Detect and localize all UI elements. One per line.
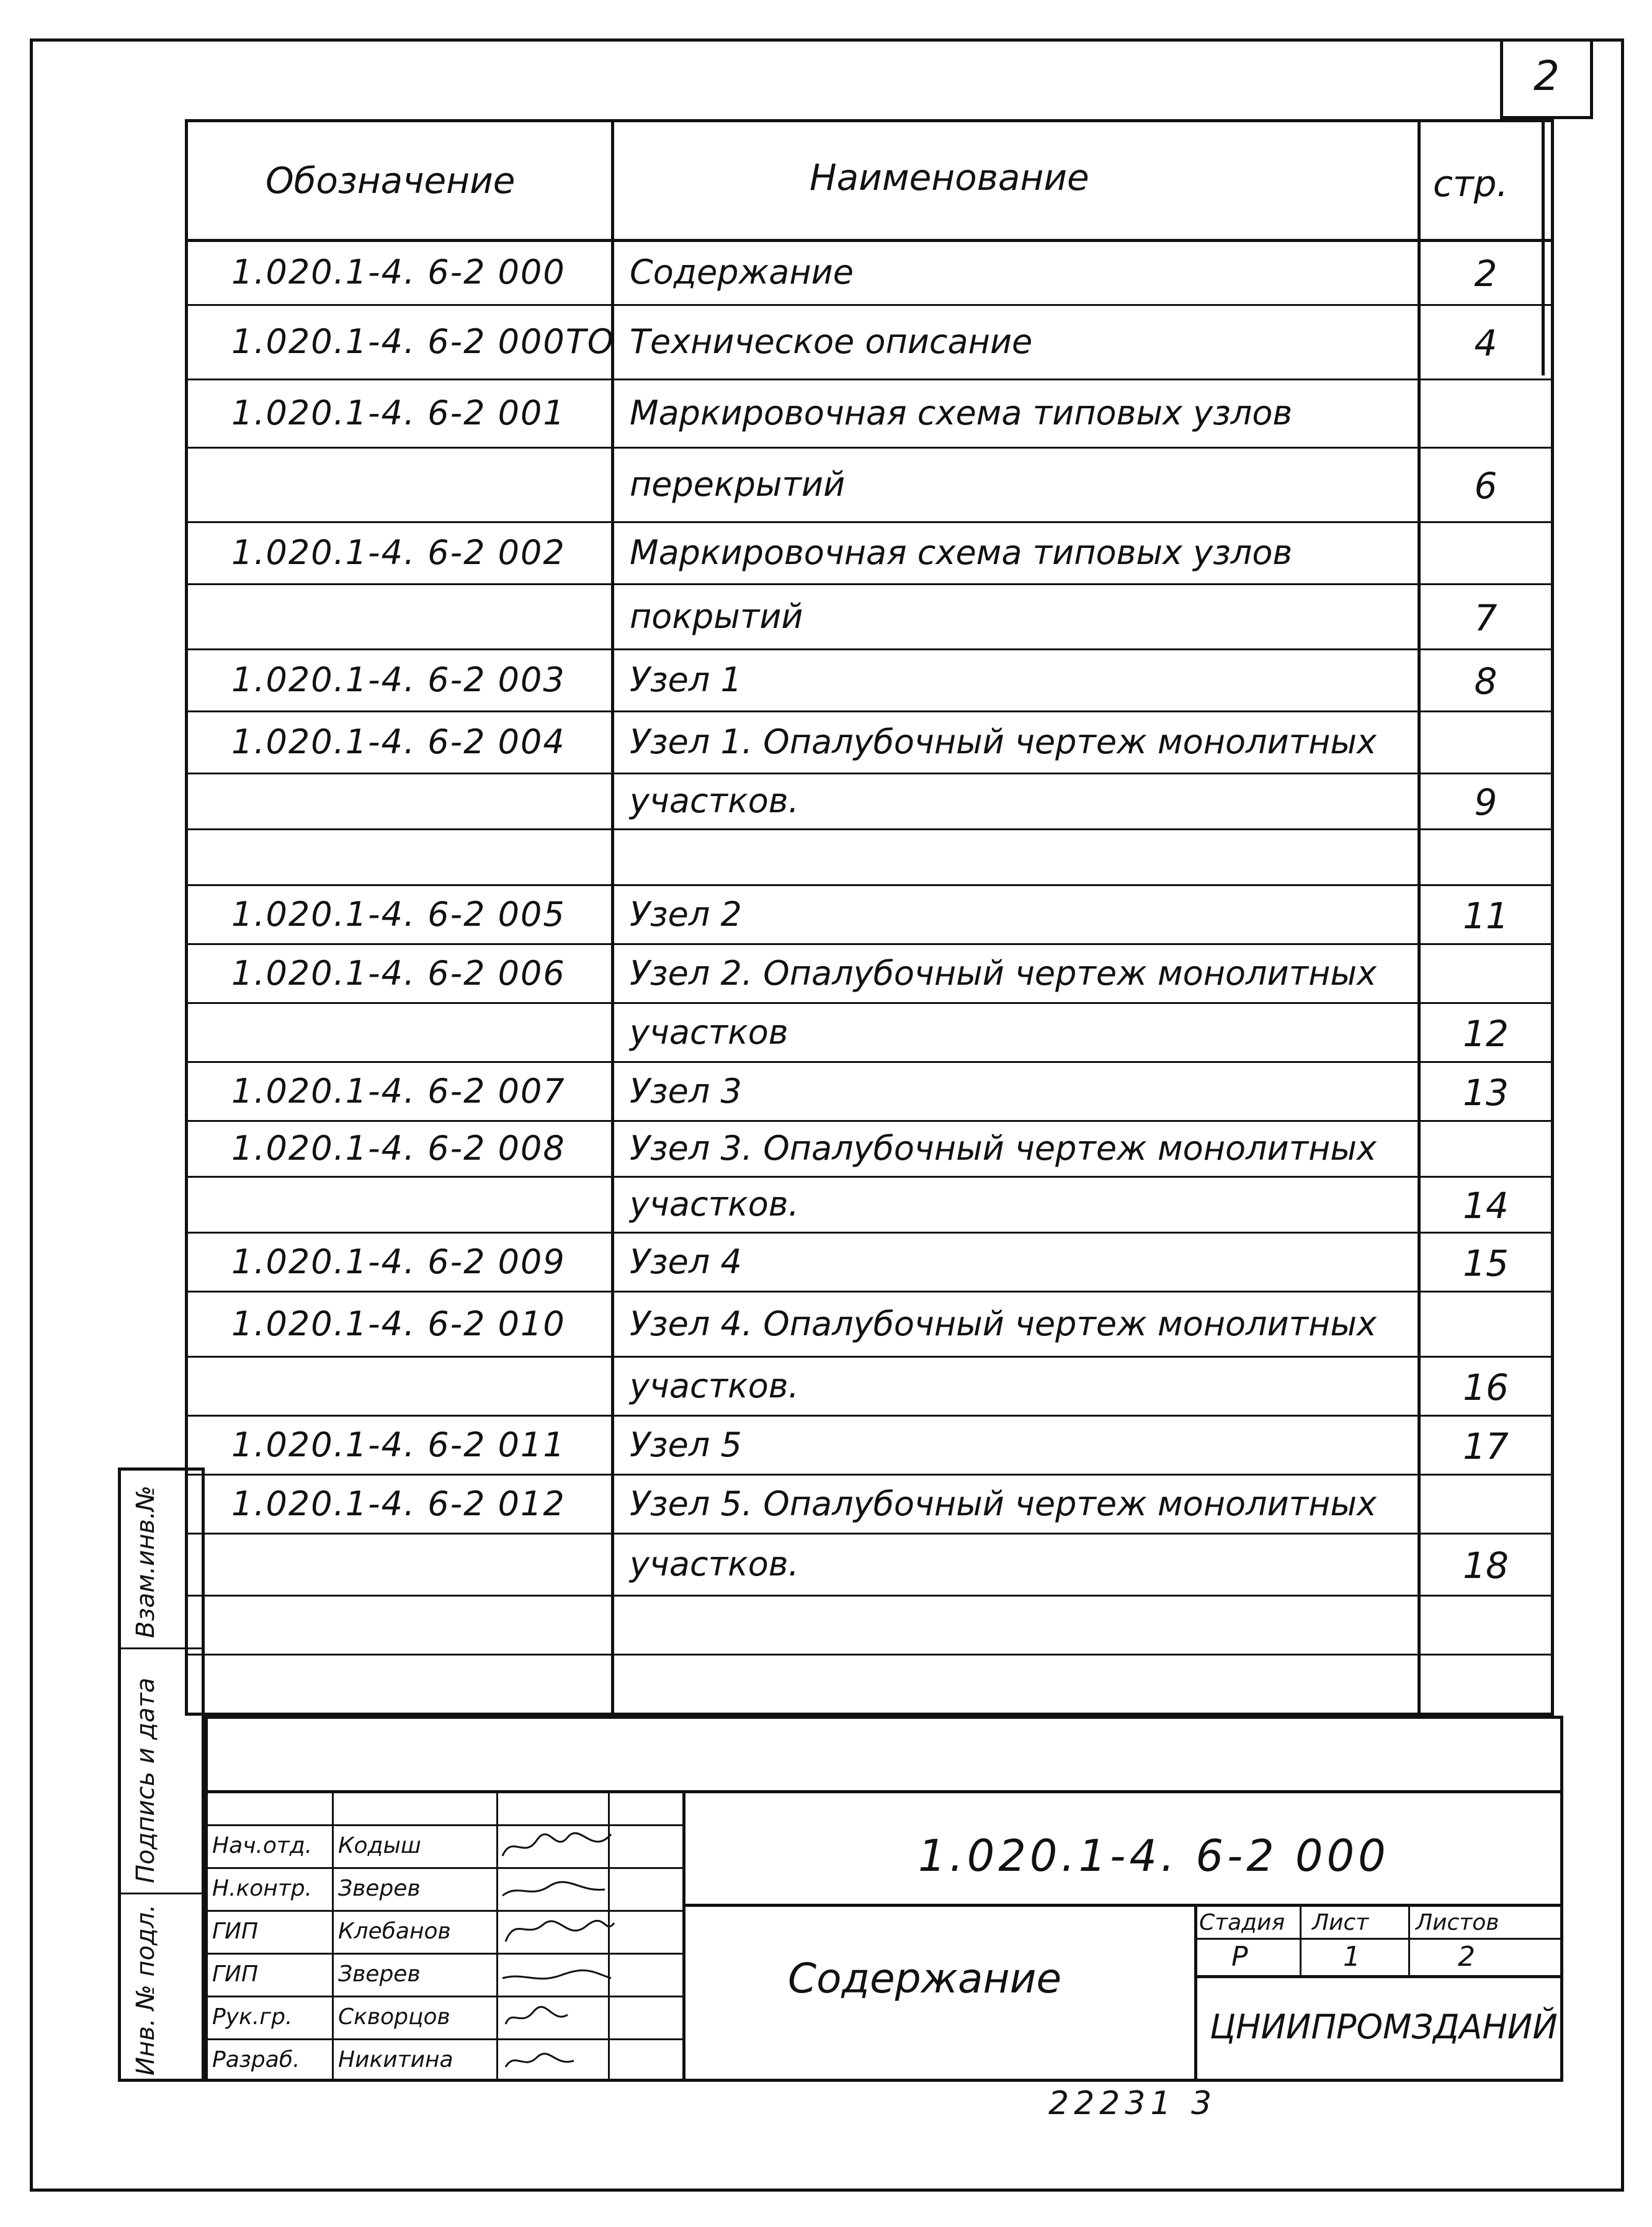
staff-name: Зверев (338, 1876, 421, 1901)
signature (499, 2042, 617, 2079)
row-code: 1.020.1-4. 6-2 007 (231, 1071, 566, 1111)
staff-name: Скворцов (338, 2004, 450, 2030)
sheet-number (1500, 52, 1593, 100)
stage-value: Р (1231, 1941, 1248, 1973)
row-code: 1.020.1-4. 6-2 000 (231, 252, 566, 292)
signature (499, 1828, 617, 1865)
row-name: перекрытий (630, 465, 846, 504)
row-name: участков. (630, 781, 799, 820)
row-page: 18 (1463, 1544, 1509, 1587)
row-name: участков. (630, 1544, 799, 1584)
row-name: Маркировочная схема типовых узлов (630, 533, 1293, 572)
row-page: 15 (1463, 1242, 1509, 1284)
binding-divider-1 (118, 1647, 205, 1649)
title-band-line (205, 1790, 1563, 1793)
row-divider (185, 583, 1554, 585)
row-name: Узел 2 (630, 894, 742, 934)
row-code: 1.020.1-4. 6-2 009 (231, 1242, 566, 1281)
row-divider (185, 1061, 1554, 1063)
row-name: Узел 4 (630, 1242, 742, 1281)
row-name: Техническое описание (630, 322, 1033, 361)
organization: ЦНИИПРОМЗДАНИЙ (1210, 2007, 1558, 2046)
staff-name: Никитина (338, 2047, 453, 2072)
staff-row-line (205, 1910, 682, 1912)
row-code: 1.020.1-4. 6-2 000ТО (231, 322, 615, 361)
row-name: Узел 5 (630, 1425, 742, 1464)
staff-row-line (205, 1953, 682, 1955)
row-page: 16 (1463, 1366, 1509, 1409)
row-code: 1.020.1-4. 6-2 005 (231, 894, 566, 934)
row-code: 1.020.1-4. 6-2 002 (231, 533, 566, 572)
row-divider (185, 1595, 1554, 1597)
row-page: 4 (1474, 322, 1498, 364)
staff-row-line (205, 1867, 682, 1869)
row-page: 6 (1474, 465, 1498, 507)
row-name: Маркировочная схема типовых узлов (630, 393, 1293, 432)
doc-code: 1.020.1-4. 6-2 000 (918, 1830, 1390, 1881)
row-name: Узел 1 (630, 660, 742, 699)
row-divider (185, 1533, 1554, 1535)
row-code: 1.020.1-4. 6-2 012 (231, 1484, 566, 1523)
row-divider (185, 1356, 1554, 1358)
row-name: участков (630, 1012, 788, 1052)
staff-role: Рук.гр. (212, 2004, 293, 2030)
staff-block-edge (682, 1790, 685, 2082)
row-divider (185, 648, 1554, 650)
stage-label: Стадия (1199, 1910, 1285, 1935)
footer-number: 22231 3 (1048, 2085, 1217, 2122)
binding-divider-2 (118, 1893, 205, 1894)
row-name: Узел 4. Опалубочный чертеж монолитных (630, 1304, 1377, 1343)
row-code: 1.020.1-4. 6-2 001 (231, 393, 566, 432)
staff-role: Нач.отд. (212, 1833, 313, 1858)
row-name: Узел 3. Опалубочный чертеж монолитных (630, 1129, 1377, 1168)
row-page: 9 (1474, 781, 1498, 823)
sheet-label: Лист (1312, 1910, 1369, 1935)
binding-strip (118, 1467, 205, 2082)
row-code: 1.020.1-4. 6-2 003 (231, 660, 566, 699)
row-divider (185, 1232, 1554, 1234)
header-bottom-line (185, 239, 1554, 242)
staff-row-line (205, 2038, 682, 2040)
row-divider (185, 304, 1554, 306)
header-name: Наименование (810, 156, 1089, 199)
row-page: 12 (1463, 1012, 1509, 1055)
row-divider (185, 1415, 1554, 1417)
stage-value-line (1194, 1975, 1563, 1978)
row-code: 1.020.1-4. 6-2 010 (231, 1304, 566, 1343)
row-divider (185, 1176, 1554, 1178)
row-code: 1.020.1-4. 6-2 004 (231, 722, 566, 761)
row-divider (185, 521, 1554, 523)
row-page: 17 (1463, 1425, 1509, 1467)
row-divider (185, 884, 1554, 886)
row-divider (185, 1474, 1554, 1476)
sheets-label: Листов (1416, 1910, 1499, 1935)
staff-top-line (205, 1824, 682, 1826)
row-page: 2 (1474, 252, 1498, 295)
row-name: участков. (630, 1185, 799, 1224)
row-divider (185, 773, 1554, 774)
header-page: стр. (1433, 163, 1508, 205)
row-page: 7 (1474, 596, 1498, 639)
row-name: покрытий (630, 596, 803, 636)
row-divider (185, 447, 1554, 449)
row-divider (185, 943, 1554, 945)
doc-title: Содержание (788, 1955, 1062, 2002)
row-divider (185, 1654, 1554, 1656)
row-code: 1.020.1-4. 6-2 008 (231, 1129, 566, 1168)
row-divider (185, 379, 1554, 380)
staff-name: Клебанов (338, 1919, 451, 1944)
stage-label-line (1194, 1938, 1563, 1940)
header-designation: Обозначение (266, 159, 516, 202)
row-name: участков. (630, 1366, 799, 1405)
row-page: 8 (1474, 660, 1498, 702)
signature (499, 1956, 617, 1994)
row-divider (185, 710, 1554, 712)
signature (499, 1914, 617, 1951)
row-name: Узел 3 (630, 1071, 742, 1111)
signature (499, 1999, 617, 2037)
signature (499, 1871, 617, 1908)
row-name: Содержание (630, 252, 854, 292)
staff-role: Н.контр. (212, 1876, 313, 1901)
vzam-inv-label: Взам.инв.№ (132, 1485, 160, 1638)
sheets-value: 2 (1458, 1941, 1475, 1973)
row-page: 14 (1463, 1185, 1509, 1227)
staff-name: Зверев (338, 1961, 421, 1987)
podpis-data-label: Подпись и дата (132, 1677, 160, 1883)
row-page: 13 (1463, 1071, 1509, 1114)
row-divider (185, 1002, 1554, 1004)
staff-role: Разраб. (212, 2047, 300, 2072)
row-divider (185, 828, 1554, 830)
staff-role: ГИП (212, 1919, 259, 1944)
staff-role: ГИП (212, 1961, 259, 1987)
sheet-number-text: 2 (1534, 52, 1560, 100)
row-name: Узел 2. Опалубочный чертеж монолитных (630, 953, 1377, 993)
sheet-value: 1 (1343, 1941, 1360, 1973)
row-divider (185, 1291, 1554, 1293)
row-name: Узел 5. Опалубочный чертеж монолитных (630, 1484, 1377, 1523)
inv-podl-label: Инв. № подл. (132, 1904, 160, 2076)
row-code: 1.020.1-4. 6-2 006 (231, 953, 566, 993)
staff-name: Кодыш (338, 1833, 421, 1858)
title-right-divider (1194, 1904, 1197, 2082)
row-code: 1.020.1-4. 6-2 011 (231, 1425, 566, 1464)
row-page: 11 (1463, 894, 1509, 937)
staff-row-line (205, 1996, 682, 1997)
row-name: Узел 1. Опалубочный чертеж монолитных (630, 722, 1377, 761)
title-mid-line (682, 1904, 1563, 1907)
row-divider (185, 1120, 1554, 1122)
